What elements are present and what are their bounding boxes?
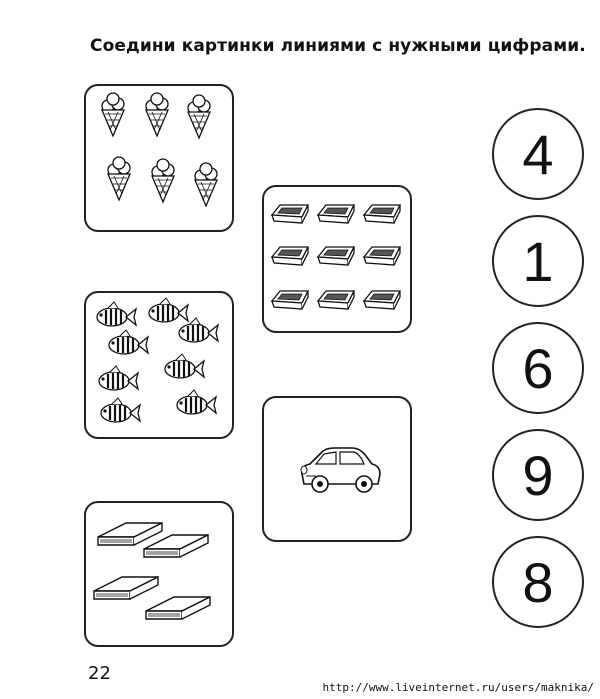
ice-cream-icon [102, 93, 124, 136]
books-illustration [86, 503, 236, 649]
ice-cream-icon [188, 95, 210, 138]
box-icon [318, 291, 354, 309]
ice-cream-icon [152, 159, 174, 202]
boxes-card[interactable] [262, 185, 412, 333]
ice-cream-illustration [86, 86, 236, 234]
fish-icon [165, 354, 204, 378]
book-icon [144, 535, 208, 557]
number-circle-9[interactable]: 9 [492, 429, 584, 521]
number-circle-1[interactable]: 1 [492, 215, 584, 307]
box-icon [318, 205, 354, 223]
fish-icon [109, 330, 148, 354]
number-circle-4[interactable]: 4 [492, 108, 584, 200]
books-card[interactable] [84, 501, 234, 647]
ice-cream-icon [146, 93, 168, 136]
box-icon [318, 247, 354, 265]
number-circle-6[interactable]: 6 [492, 322, 584, 414]
boxes-illustration [264, 187, 414, 335]
page-number: 22 [88, 663, 111, 684]
fish-card[interactable] [84, 291, 234, 439]
number-circle-8[interactable]: 8 [492, 536, 584, 628]
book-icon [146, 597, 210, 619]
box-icon [272, 247, 308, 265]
fish-icon [99, 366, 138, 390]
book-icon [98, 523, 162, 545]
ice-cream-icon [108, 157, 130, 200]
box-icon [364, 247, 400, 265]
box-icon [364, 205, 400, 223]
car-illustration [264, 398, 414, 544]
car-card[interactable] [262, 396, 412, 542]
fish-icon [179, 318, 218, 342]
book-icon [94, 577, 158, 599]
fish-icon [149, 298, 188, 322]
ice-cream-icon [195, 163, 217, 206]
fish-icon [97, 302, 136, 326]
car-icon [301, 448, 380, 492]
ice-cream-card[interactable] [84, 84, 234, 232]
fish-icon [101, 398, 140, 422]
box-icon [364, 291, 400, 309]
box-icon [272, 205, 308, 223]
footer-url: http://www.liveinternet.ru/users/maknika/ [322, 681, 594, 694]
fish-icon [177, 390, 216, 414]
fish-illustration [86, 293, 236, 441]
instruction-title: Соедини картинки линиями с нужными цифрами. [90, 36, 586, 56]
box-icon [272, 291, 308, 309]
